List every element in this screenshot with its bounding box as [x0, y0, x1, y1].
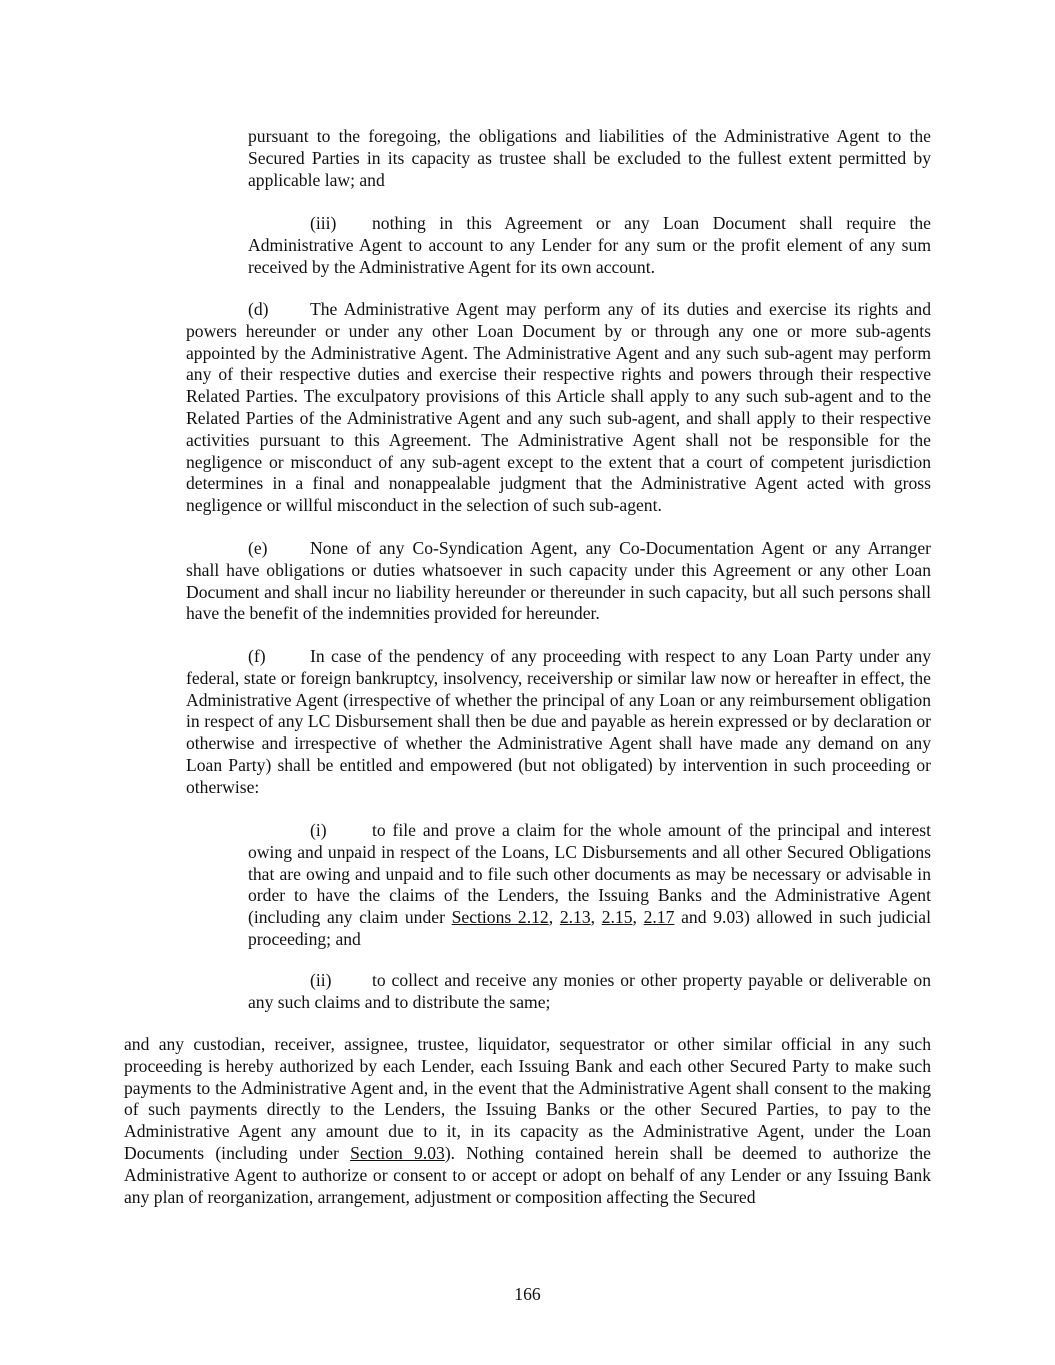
clause-text: to file and prove a claim for the whole amount of the principal and interest owing and unpaid in respect of the Loans, LC Disbursements and all other Secured Obligations that are owing and unpaid and to file such other documents as may be necessary or advisable in order to have the claims of the Lenders, the Issuing Banks and the Administrative Agent (including any claim under	[248, 820, 931, 928]
clause-label: (i)	[310, 820, 327, 840]
section-reference-link[interactable]: Section 9.03	[350, 1142, 445, 1163]
continuation-paragraph	[248, 126, 931, 191]
clause-text: to collect and receive any monies or other property payable or deliverable on any such claims and to distribute the same;	[248, 970, 931, 1012]
section-reference-link[interactable]: 2.17	[643, 907, 675, 928]
clause-text-end: and 9.03) allowed in such judicial proceeding; and	[248, 907, 932, 949]
clause-d	[186, 299, 931, 517]
section-reference-link[interactable]: 2.13	[559, 907, 591, 928]
final-text-end: ). Nothing contained herein shall be deemed to authorize the Administrative Agent to authorize or consent to or accept or adopt on behalf of any Lender or any Issuing Bank any plan of reorganization, arrangement, adjustment or composition affecting the Secured	[124, 1142, 931, 1207]
clause-text: The Administrative Agent may perform any of its duties and exercise its rights and powers hereunder or under any other Loan Document by or through any one or more sub-agents appointed by the Administrative Agent. The Administrative Agent and any such sub-agent may perform any of their respective duties and exercise their respective rights and powers through their respective Related Parties. The exculpatory provisions of this Article shall apply to any such sub-agent and to the Related Parties of the Administrative Agent and any such sub-agent, and shall apply to their respective activities pursuant to this Agreement. The Administrative Agent shall not be responsible for the negligence or misconduct of any sub-agent except to the extent that a court of competent jurisdiction determines in a final and nonappealable judgment that the Administrative Agent acted with gross negligence or willful misconduct in the selection of such sub-agent.	[186, 299, 931, 516]
clause-label: (ii)	[310, 970, 332, 990]
clause-ii	[248, 970, 931, 1014]
clause-label: (d)	[248, 299, 269, 319]
section-reference-link[interactable]: Sections 2.12	[451, 907, 549, 928]
final-paragraph	[124, 1034, 931, 1208]
clause-text: nothing in this Agreement or any Loan Document shall require the Administrative Agent to account to any Lender for any sum or the profit element of any sum received by the Administrative Agent for its own account.	[248, 213, 931, 277]
clause-text: None of any Co-Syndication Agent, any Co-Documentation Agent or any Arranger shall have obligations or duties whatsoever in such capacity under this Agreement or any other Loan Document and shall incur no liability hereunder or thereunder in such capacity, but all such persons shall have the benefit of the indemnities provided for hereunder.	[186, 538, 931, 624]
clause-label: (iii)	[310, 213, 337, 233]
clause-e	[186, 538, 931, 625]
clause-label: (e)	[248, 538, 268, 558]
separator: ,	[590, 907, 602, 928]
continuation-text: pursuant to the foregoing, the obligations and liabilities of the Administrative Agent to the Secured Parties in its capacity as trustee shall be excluded to the fullest extent permitted by applicable law; and	[248, 126, 931, 190]
final-text: and any custodian, receiver, assignee, trustee, liquidator, sequestrator or other similar official in any such proceeding is hereby authorized by each Lender, each Issuing Bank and each other Secured Party to make such payments to the Administrative Agent and, in the event that the Administrative Agent shall consent to the making of such payments directly to the Lenders, the Issuing Banks or the other Secured Parties, to pay to the Administrative Agent any amount due to it, in its capacity as the Administrative Agent, under the Loan Documents (including under	[124, 1034, 931, 1163]
clause-i	[248, 820, 931, 951]
section-reference-link[interactable]: 2.15	[601, 907, 633, 928]
clause-iii	[248, 213, 931, 278]
page-number: 166	[514, 1284, 541, 1304]
clause-f	[186, 646, 931, 799]
clause-label: (f)	[248, 646, 266, 666]
separator: ,	[632, 907, 644, 928]
separator: ,	[548, 907, 560, 928]
clause-text: In case of the pendency of any proceeding with respect to any Loan Party under any federal, state or foreign bankruptcy, insolvency, receivership or similar law now or hereafter in effect, the Administrative Agent (irrespective of whether the principal of any Loan or any reimbursement obligation in respect of any LC Disbursement shall then be due and payable as herein expressed or by declaration or otherwise and irrespective of whether the Administrative Agent shall have made any demand on any Loan Party) shall be entitled and empowered (but not obligated) by intervention in such proceeding or otherwise:	[186, 646, 931, 797]
